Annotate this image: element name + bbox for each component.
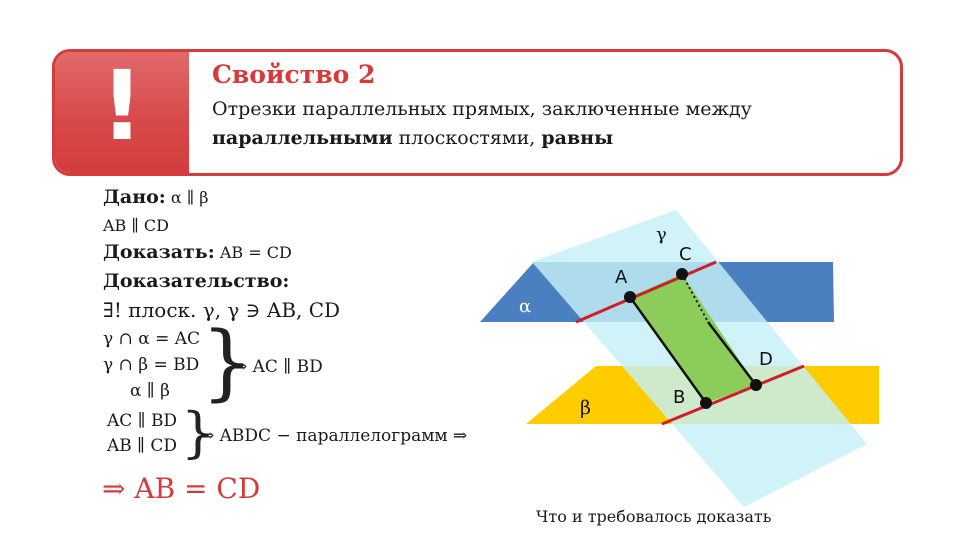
system2-line-a: AC ∥ BD — [107, 411, 178, 431]
proof-label: Доказательство: — [103, 270, 290, 292]
point-d — [750, 379, 762, 391]
label-b: B — [673, 387, 686, 408]
system2-result: ⇒ ABDC − параллелограмм ⇒ — [200, 426, 468, 446]
label-alpha: α — [519, 296, 532, 317]
point-b — [700, 397, 712, 409]
given-1: α ∥ β — [170, 188, 209, 207]
system1-brace: } — [201, 315, 254, 410]
label-c: C — [679, 244, 692, 265]
bold-word-equal: равны — [541, 127, 614, 149]
label-gamma: γ — [656, 224, 667, 245]
prove-statement: AB = CD — [219, 243, 292, 262]
given-2: AB ∥ CD — [103, 216, 169, 235]
point-a — [624, 291, 636, 303]
bold-word-parallel: параллельными — [212, 127, 393, 149]
point-c — [676, 268, 688, 280]
system1-line-b: γ ∩ β = BD — [103, 355, 200, 375]
caption-qed: Что и требовалось доказать — [536, 507, 772, 526]
label-a: A — [615, 267, 628, 288]
given-label: Дано: — [103, 186, 166, 208]
label-d: D — [759, 349, 773, 370]
system1-line-a: γ ∩ α = AC — [103, 329, 201, 349]
exclamation-icon: ! — [100, 50, 144, 162]
property-text-line1: Отрезки параллельных прямых, заключенные между — [212, 98, 752, 120]
prove-label: Доказать: — [103, 241, 215, 263]
text-planes: плоскостями, — [392, 127, 542, 149]
label-beta: β — [580, 397, 591, 419]
conclusion: ⇒ AB = CD — [102, 472, 261, 505]
system2-brace: } — [181, 401, 216, 464]
system2-line-b: AB ∥ CD — [107, 436, 178, 456]
system1-line-c: α ∥ β — [130, 381, 170, 401]
property-title: Свойство 2 — [212, 60, 376, 89]
system1-result: ⇒ AC ∥ BD — [233, 357, 323, 377]
step-exists: ∃! плоск. γ, γ ∋ AB, CD — [103, 298, 341, 322]
